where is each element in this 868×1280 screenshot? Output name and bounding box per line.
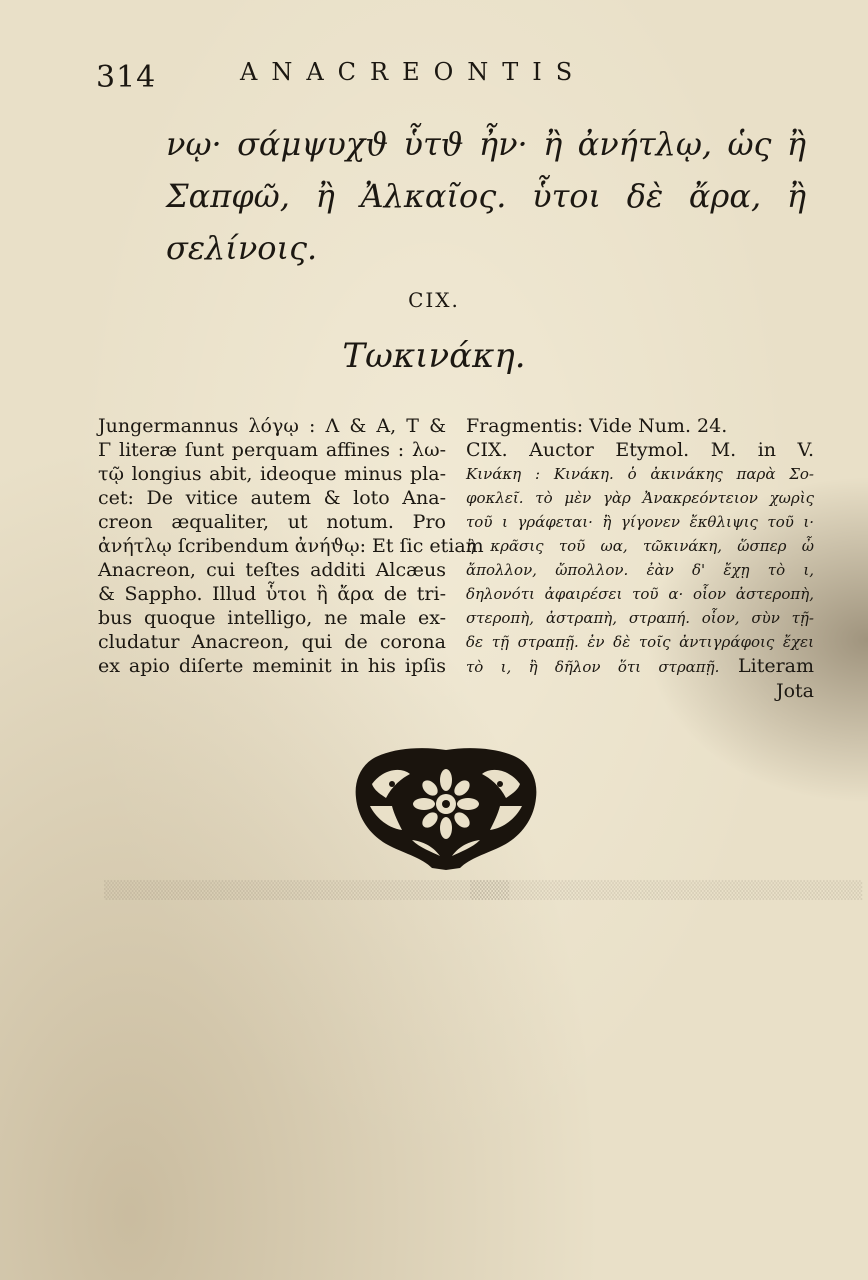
note-line: Fragmentis: Vide Num. 24. xyxy=(466,415,728,437)
note-line: Anacreon, cui teſtes additi Alcæus xyxy=(98,559,446,581)
section-number: CIX. xyxy=(408,288,460,312)
running-title: ANACREONTIS xyxy=(240,58,587,86)
note-line: ex apio diſerte meminit in his ipſis xyxy=(98,655,446,677)
note-line: bus quoque intelligo, ne male ex- xyxy=(98,607,446,629)
catchword: Jota xyxy=(775,680,814,702)
left-column-notes xyxy=(98,414,484,678)
note-line: Jungermannus λόγῳ : Λ & Α, Τ & xyxy=(98,415,446,437)
note-line: Γ literæ ſunt perquam affines : λω- xyxy=(98,439,446,461)
section-title: Τωκινάκη. xyxy=(342,336,526,376)
show-through-text: ▒▒▒▒▒▒▒▒▒▒▒▒▒▒▒▒▒▒▒▒▒▒▒▒▒▒▒▒▒▒▒ xyxy=(104,881,510,901)
note-catchword-inline: Literam xyxy=(738,655,814,677)
greek-line: Σαπφῶ, ἢ Ἀλκαῖος. ὗτοι δὲ ἄρα, ἢ xyxy=(166,177,806,215)
floral-ornament-icon xyxy=(352,744,540,872)
greek-line: σελίνοις. xyxy=(166,229,318,267)
note-line: τῷ longius abit, ideoque minus pla- xyxy=(98,463,446,485)
note-line: cet: De vitice autem & loto Ana- xyxy=(98,487,446,509)
note-line: Κινάκη : Κινάκη. ὁ ἀκινάκης παρὰ Σο- xyxy=(466,465,814,483)
note-line: ἢ κρᾶσις τοῦ ωα, τῶκινάκη, ὥσπερ ὦ xyxy=(466,537,814,555)
right-column-notes xyxy=(466,414,814,703)
greek-continuation xyxy=(166,118,806,274)
note-line: δηλονότι ἀφαιρέσει τοῦ α· οἷον ἀστεροπὴ, xyxy=(466,585,814,603)
note-line: στεροπὴ, ἀστραπὴ, στραπή. οἷον, σὺν τῇ- xyxy=(466,609,814,627)
note-line: τοῦ ι γράφεται· ἢ γίγονεν ἔκθλιψις τοῦ ι· xyxy=(466,513,814,531)
note-line: δε τῇ στραπῇ. ἐν δὲ τοῖς ἀντιγράφοις ἔχει xyxy=(466,633,814,651)
note-line: CIX. Auctor Etymol. M. in V. xyxy=(466,439,814,461)
note-line: creon æqualiter, ut notum. Pro xyxy=(98,511,446,533)
note-line: ἀνήτλῳ ſcribendum ἀνήϑῳ: Et ſic etiam xyxy=(98,535,484,557)
note-line xyxy=(466,654,814,679)
note-line: cludatur Anacreon, qui de corona xyxy=(98,631,446,653)
note-greek-fragment: τὸ ι, ἢ δῆλον ὅτι στραπῇ. xyxy=(466,658,720,676)
note-line: & Sappho. Illud ὗτοι ἢ ἄρα de tri- xyxy=(98,583,446,605)
note-line: φοκλεῖ. τὸ μὲν γὰρ Ἀνακρεόντειον χωρὶς xyxy=(466,489,814,507)
page-number: 314 xyxy=(96,60,157,95)
show-through-text: ▒▒▒▒▒▒▒▒▒▒▒▒▒▒▒▒▒▒▒▒▒▒▒▒▒▒▒▒▒▒ xyxy=(470,881,863,901)
note-line: ἄπολλον, ὤπολλον. ἐὰν δ' ἔχῃ τὸ ι, xyxy=(466,561,814,579)
greek-line: νῳ· σάμψυχϑ ὗτϑ ἦν· ἢ ἀνήτλῳ, ὡς ἢ xyxy=(166,125,806,163)
